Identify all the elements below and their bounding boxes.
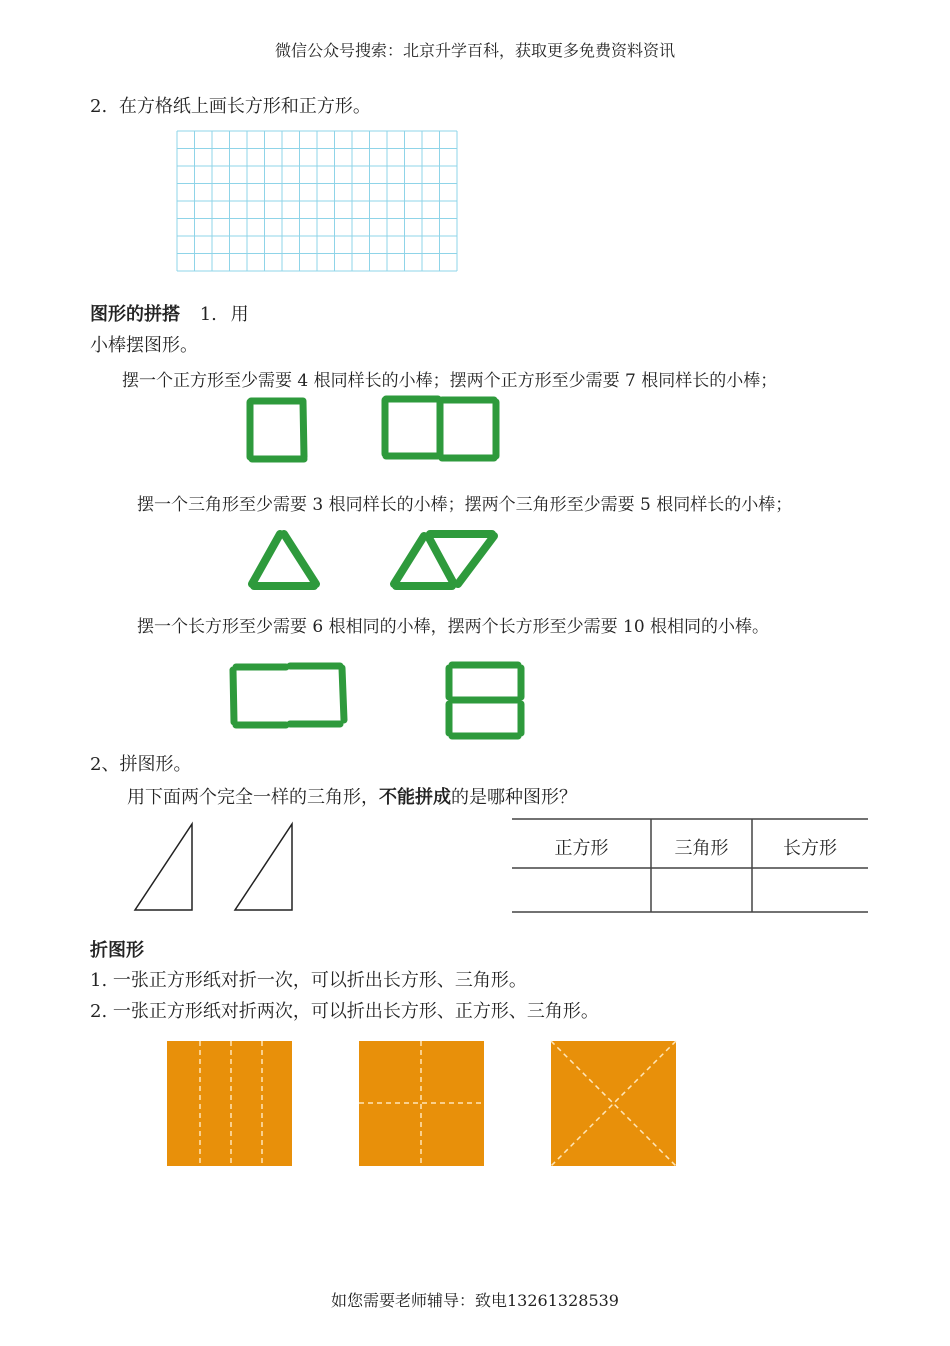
- one-rectangle-sticks: [228, 660, 350, 732]
- paper-folded-cross: [359, 1041, 484, 1166]
- one-triangle-sticks: [244, 528, 324, 592]
- grid-instruction: [90, 92, 371, 118]
- stick: [342, 668, 344, 720]
- sticks-heading-line: [90, 300, 249, 326]
- two-rectangles-sticks: [444, 660, 528, 742]
- table-header-rectangle: 长方形: [783, 838, 837, 859]
- instruction-text: 在方格纸上画长方形和正方形。: [118, 96, 371, 117]
- intro-line-2: 小棒摆图形。: [90, 335, 198, 356]
- puzzle-question: [127, 783, 577, 809]
- triangles-text: 摆一个三角形至少需要 3 根同样长的小棒；摆两个三角形至少需要 5 根同样长的小棒；: [137, 495, 793, 515]
- rectangles-text: 摆一个长方形至少需要 6 根相同的小棒，摆两个长方形至少需要 10 根相同的小棒。: [137, 617, 770, 637]
- stick: [428, 536, 454, 584]
- question-text: 用下面两个完全一样的三角形，: [127, 787, 379, 808]
- fold-line-1: 1. 一张正方形纸对折一次，可以折出长方形、三角形。: [90, 970, 527, 991]
- right-triangle-left: [132, 820, 196, 914]
- stick: [394, 536, 424, 584]
- stick: [233, 670, 234, 722]
- stick: [252, 534, 280, 584]
- answer-cell-triangle[interactable]: [652, 870, 751, 910]
- table-header-triangle: 三角形: [674, 838, 729, 859]
- page-header: 微信公众号搜索：北京升学百科，获取更多免费资料资讯: [274, 41, 675, 60]
- question-emphasis: 不能拼成: [379, 787, 451, 808]
- one-square-sticks: [244, 396, 310, 466]
- fold-heading: 折图形: [90, 940, 144, 961]
- answer-cell-rectangle[interactable]: [753, 870, 868, 910]
- paper-folded-diagonals: [551, 1041, 676, 1166]
- fold-line-2: 2. 一张正方形纸对折两次，可以折出长方形、正方形、三角形。: [90, 1001, 599, 1022]
- item-number: 1.: [199, 304, 217, 325]
- stick: [458, 536, 494, 584]
- stick: [284, 534, 316, 584]
- answer-table: [512, 818, 868, 914]
- two-squares-sticks: [380, 394, 502, 464]
- section-heading: 图形的拼搭: [90, 304, 180, 325]
- answer-cell-square[interactable]: [512, 870, 651, 910]
- intro-text: 用: [230, 304, 249, 325]
- table-header-square: 正方形: [554, 838, 609, 859]
- puzzle-title: 2、拼图形。: [90, 754, 192, 775]
- page-footer: 如您需要老师辅导：致电13261328539: [331, 1291, 619, 1310]
- stick: [303, 402, 304, 457]
- two-triangles-sticks: [386, 528, 502, 594]
- item-number: 2.: [90, 96, 108, 117]
- paper-folded-vertical-thirds: [167, 1041, 292, 1166]
- right-triangle-right: [232, 820, 296, 914]
- squares-text: 摆一个正方形至少需要 4 根同样长的小棒；摆两个正方形至少需要 7 根同样长的小棒；: [122, 371, 778, 391]
- graph-paper-grid: [176, 130, 460, 282]
- question-text: 的是哪种图形？: [451, 787, 577, 808]
